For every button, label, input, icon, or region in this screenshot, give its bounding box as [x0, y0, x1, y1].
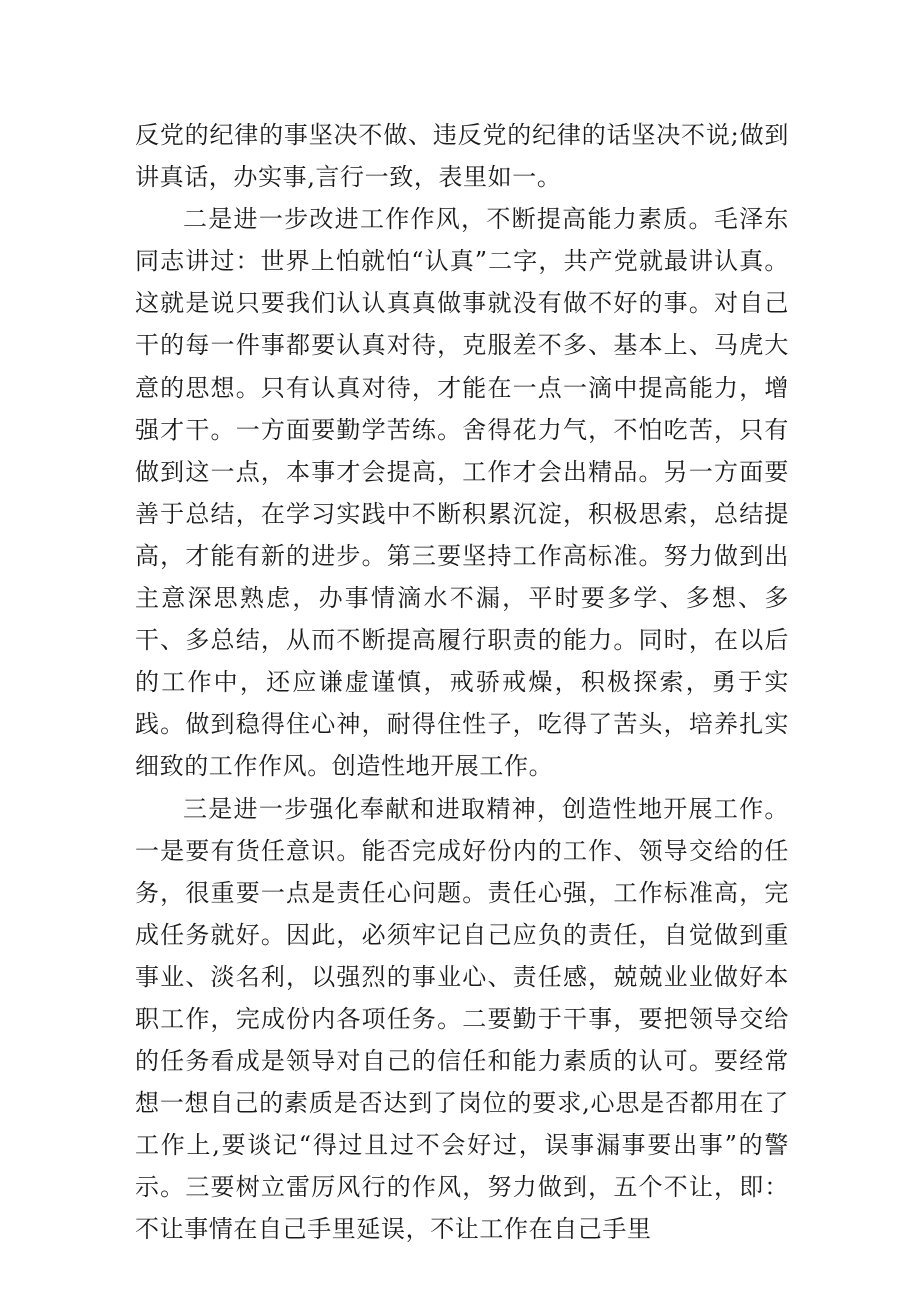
document-body: [135, 114, 789, 1251]
paragraph-1: 反党的纪律的事坚决不做、违反党的纪律的话坚决不说;做到讲真话，办实事,言行一致，表里如一。: [135, 121, 789, 192]
paragraph-3: 三是进一步强化奉献和进取精神，创造性地开展工作。一是要有货任意识。能否完成好份内的工作、领导交给的任务，很重要一点是责任心问题。责任心强，工作标准高，完成任务就好。因此，必须牢记自己应负的责任，自觉做到重事业、淡名利，以强烈的事业心、责任感，兢兢业业做好本职工作，完成份内各项任务。二要勤于干事，要把领导交给的任务看成是领导对自己的信任和能力素质的认可。要经常想一想自己的素质是否达到了岗位的要求,心思是否都用在了工作上,要谈记“得过且过不会好过，误事漏事要出事”的警示。三要树立雷厉风行的作风，努力做到，五个不让，即：不让事情在自己手里延误，不让工作在自己手里: [135, 794, 789, 1244]
paragraph-2: 二是进一步改进工作作风，不断提高能力素质。毛泽东同志讲过：世界上怕就怕“认真”二字，共产党就最讲认真。这就是说只要我们认认真真做事就没有做不好的事。对自己干的每一件事都要认真对待，克服差不多、基本上、马虎大意的思想。只有认真对待，才能在一点一滴中提高能力，增强才干。一方面要勤学苦练。舍得花力气，不怕吃苦，只有做到这一点，本事才会提高，工作才会出精品。另一方面要善于总结，在学习实践中不断积累沉淀，积极思索，总结提高，才能有新的进步。第三要坚持工作高标准。努力做到出主意深思熟虑，办事情滴水不漏，平时要多学、多想、多干、多总结，从而不断提高履行职责的能力。同时，在以后的工作中，还应谦虚谨慎，戒骄戒燥，积极探索，勇于实践。做到稳得住心神，耐得住性子，吃得了苦头，培养扎实细致的工作作风。创造性地开展工作。: [135, 205, 789, 781]
